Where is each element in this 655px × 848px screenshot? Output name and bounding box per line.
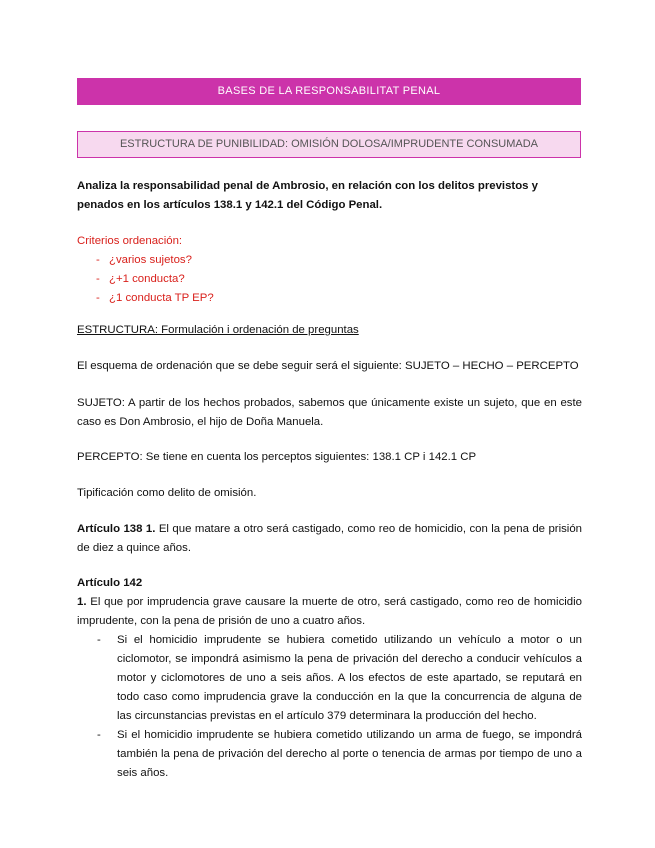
article-142-num: 1.	[77, 596, 87, 608]
article-138	[77, 520, 582, 558]
question-text: Analiza la responsabilidad penal de Ambrosio, en relación con los delitos previstos y penados en los artículos 138.1 y 142.1 del Código Penal.	[77, 180, 539, 211]
typification-text: Tipificación como delito de omisión.	[77, 487, 257, 499]
article-138-label: Artículo 138 1.	[77, 523, 156, 535]
structure-heading: ESTRUCTURA: Formulación i ordenación de preguntas	[77, 324, 359, 336]
scheme-text: El esquema de ordenación que se debe seguir será el siguiente: SUJETO – HECHO – PERCEPTO	[77, 360, 579, 372]
bullet-item	[77, 631, 582, 726]
bullet-item	[77, 726, 582, 783]
bullet-text: Si el homicidio imprudente se hubiera cometido utilizando un arma de fuego, se impondrá también la pena de privación del derecho al porte o tenencia de armas por tiempo de uno a seis años.	[117, 729, 582, 779]
criteria-item	[77, 251, 582, 270]
article-138-text: El que matare a otro será castigado, como reo de homicidio, con la pena de prisión de diez a quince años.	[77, 523, 582, 554]
percept-text: PERCEPTO: Se tiene en cuenta los perceptos siguientes: 138.1 CP i 142.1 CP	[77, 451, 477, 463]
document-title: BASES DE LA RESPONSABILITAT PENAL	[77, 78, 581, 105]
criteria-item-text: ¿varios sujetos?	[109, 254, 192, 266]
article-142-heading: Artículo 142	[77, 577, 143, 589]
criteria-item-text: ¿+1 conducta?	[109, 273, 185, 285]
criteria-item-text: ¿1 conducta TP EP?	[109, 292, 214, 304]
criteria-item	[77, 289, 582, 308]
subject-text: SUJETO: A partir de los hechos probados, sabemos que únicamente existe un sujeto, que en este caso es Don Ambrosio, el hijo de Doña Manuela.	[77, 397, 582, 428]
article-142-bullets	[77, 631, 582, 783]
article-142	[77, 574, 582, 783]
criteria-list	[77, 251, 582, 308]
dash-marker: -	[97, 729, 101, 741]
dash-marker: -	[96, 273, 100, 285]
dash-marker: -	[96, 254, 100, 266]
criteria-item	[77, 270, 582, 289]
article-142-paragraph	[77, 593, 582, 631]
dash-marker: -	[96, 292, 100, 304]
section-subtitle: ESTRUCTURA DE PUNIBILIDAD: OMISIÓN DOLOSA/IMPRUDENTE CONSUMADA	[77, 131, 581, 158]
article-142-text: El que por imprudencia grave causare la muerte de otro, será castigado, como reo de homicidio imprudente, con la pena de prisión de uno a cuatro años.	[77, 596, 582, 627]
criteria-heading: Criterios ordenación:	[77, 235, 183, 247]
dash-marker: -	[97, 634, 101, 646]
bullet-text: Si el homicidio imprudente se hubiera cometido utilizando un vehículo a motor o un ciclomotor, se impondrá asimismo la pena de privación del derecho a conducir vehículos a motor y ciclomotores de uno a seis años. A los efectos de este apartado, se reputará en todo caso como imprudencia grave la conducción en la que la concurrencia de alguna de las circunstancias previstas en el artículo 379 determinara la producción del hecho.	[117, 634, 582, 722]
criteria-section	[77, 232, 582, 308]
